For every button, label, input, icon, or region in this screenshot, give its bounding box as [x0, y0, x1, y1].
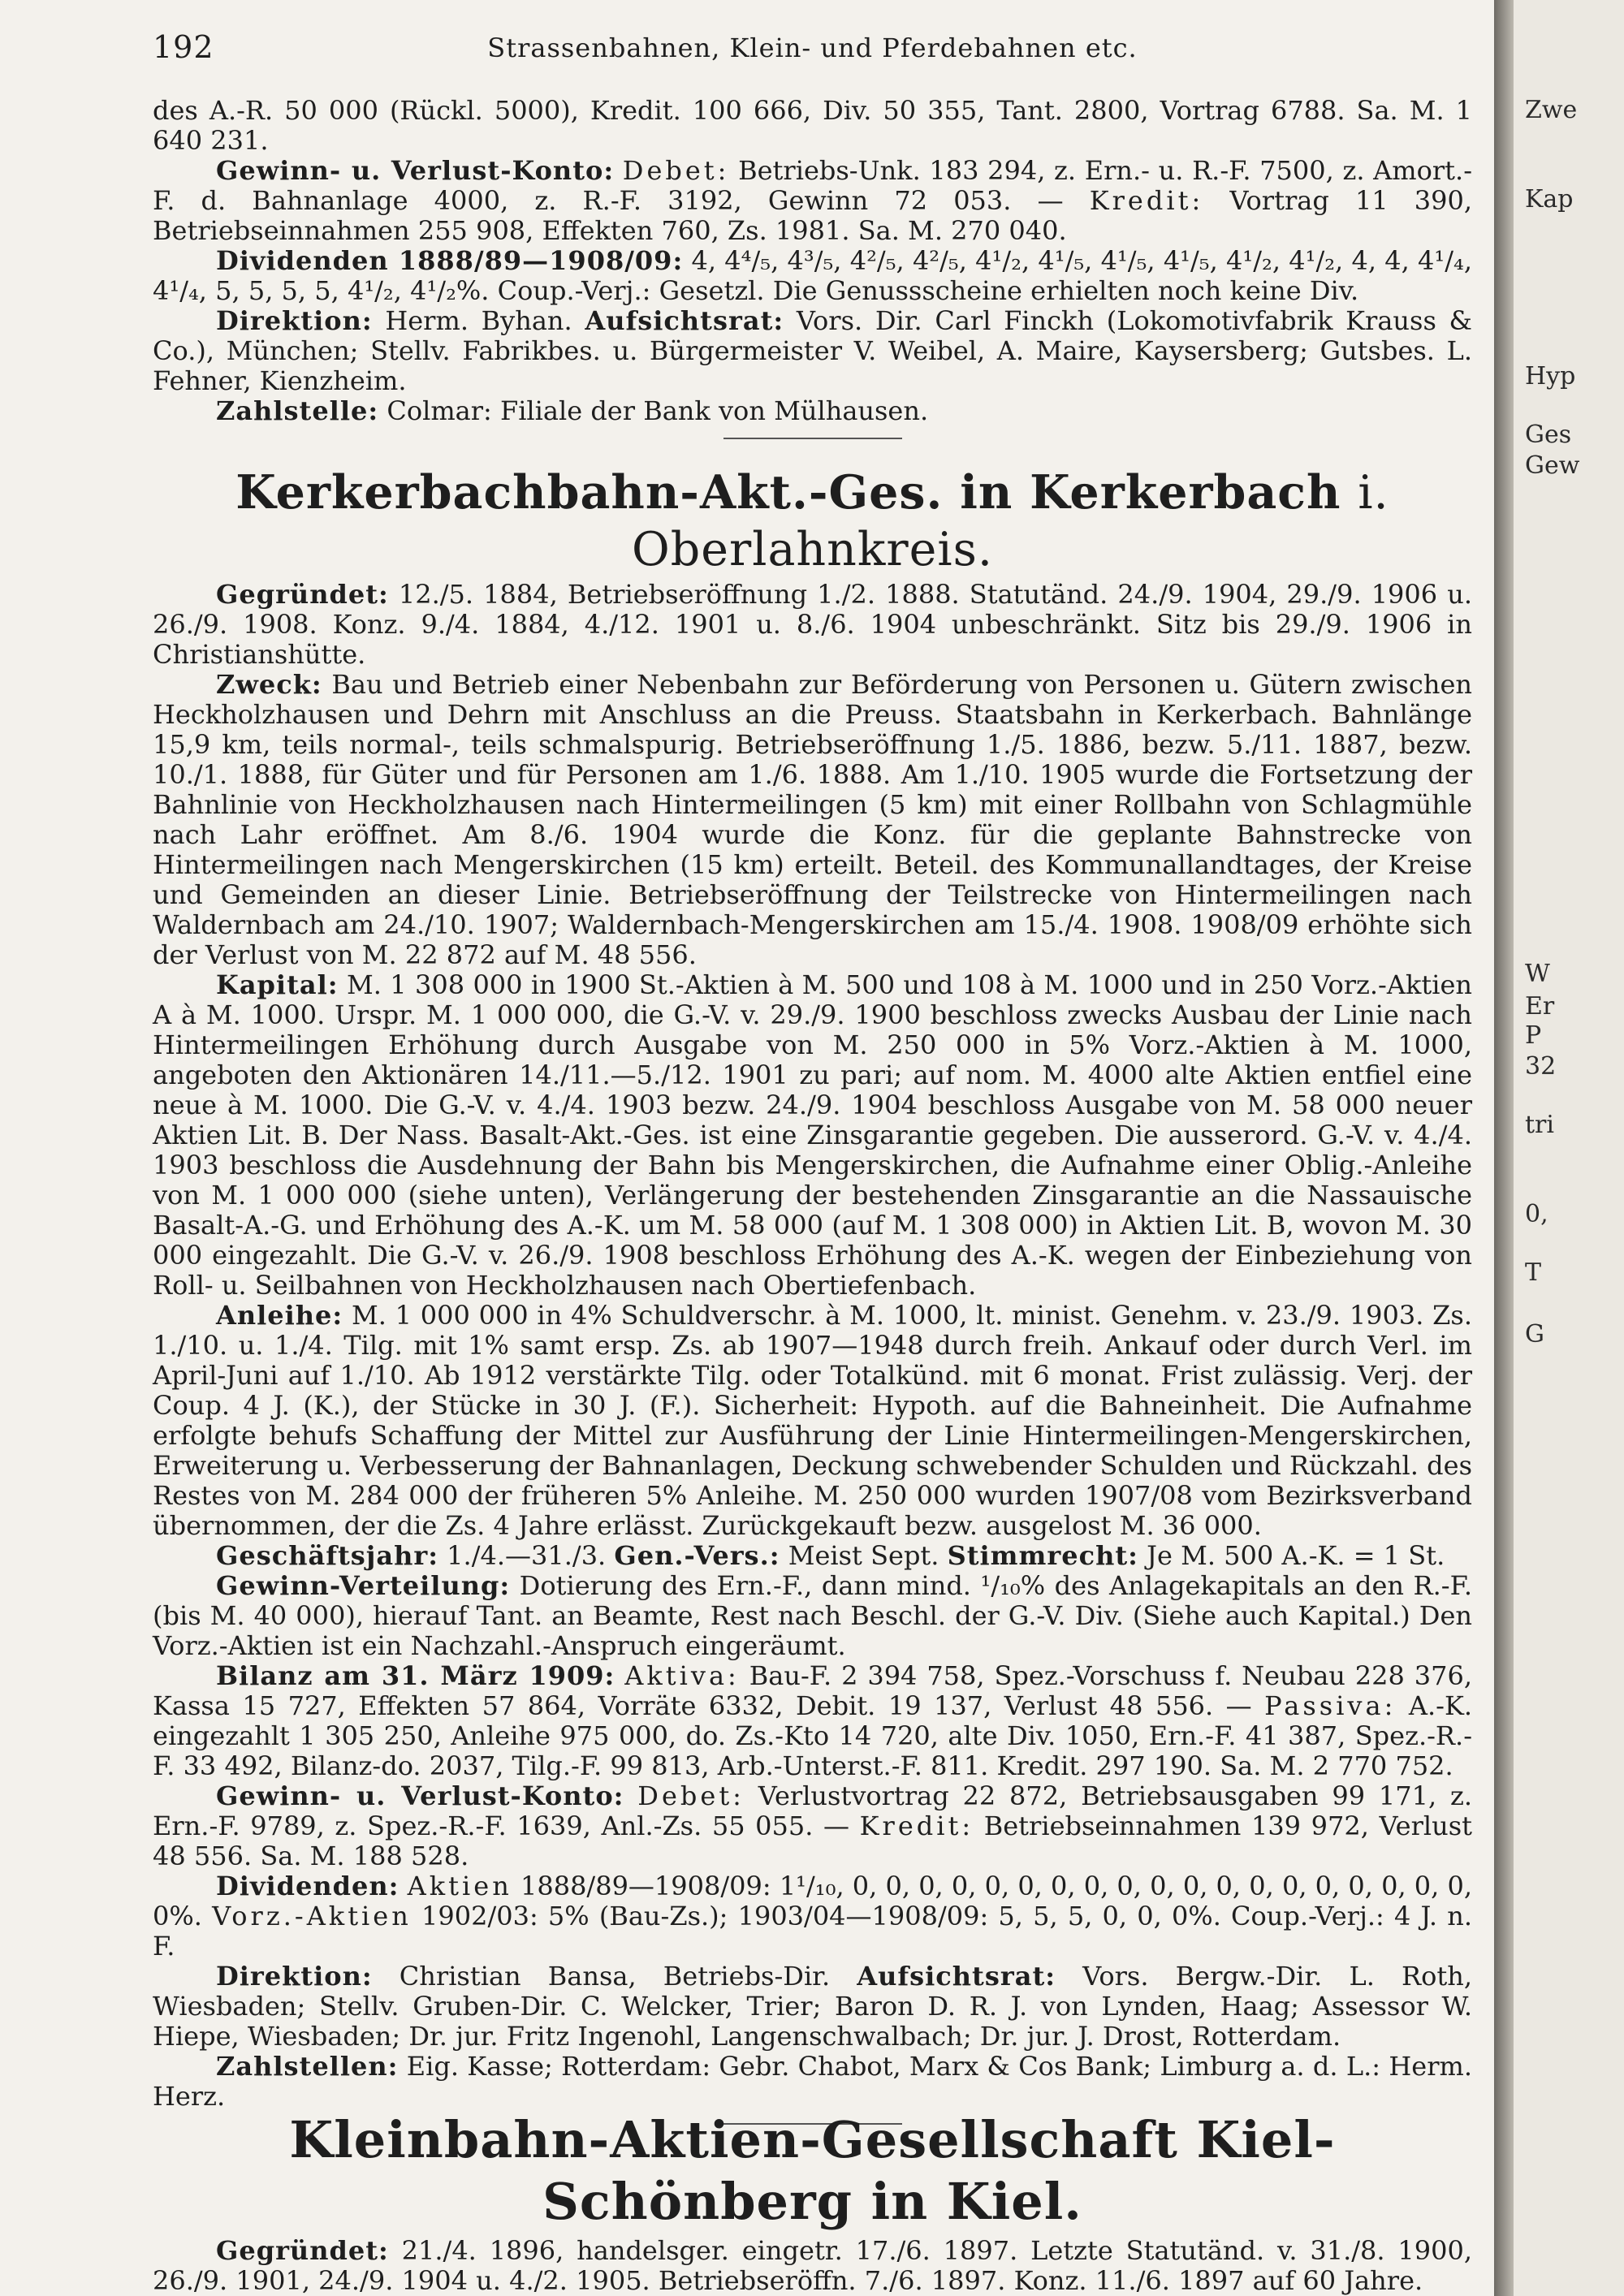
margin-fragment: Gew — [1525, 451, 1580, 480]
prev-entry-paying-agent: Zahlstelle: Colmar: Filiale der Bank von Mülhausen. — [216, 395, 929, 426]
entry-profit-distribution: Gewinn-Verteilung: Dotierung des Ern.-F., dann mind. ¹/₁₀% des Anlagekapitals an den R.-F. (bis M. 40 000), hierauf Tant. an Beamte, Rest nach Beschl. der G.-V. Div. (Siehe auch Kapital.) Den Vorz.-Aktien ist ein Nachzahl.-Anspruch eingeräumt. — [153, 1570, 1472, 1661]
entry-title: Kerkerbachbahn-Akt.-Ges. in Kerkerbach i. Oberlahnkreis. — [235, 465, 1389, 576]
section-divider — [723, 438, 902, 439]
label: Anleihe: — [216, 1300, 343, 1331]
margin-fragment: W — [1525, 960, 1550, 988]
prev-entry-dividends: Dividenden 1888/89—1908/09: 4, 4⁴/₅, 4³/₅, 4²/₅, 4²/₅, 4¹/₂, 4¹/₅, 4¹/₅, 4¹/₅, 4¹/₂, 4¹/₂, 4, 4, 4¹/₄, 4¹/₄, 5, 5, 5, 5, 4¹/₂, 4¹/₂%. Coup.-Verj.: Gesetzl. Die Genussscheine erhielten noch keine Div. — [153, 245, 1472, 306]
entry-dividends: Dividenden: Aktien 1888/89—1908/09: 1¹/₁₀, 0, 0, 0, 0, 0, 0, 0, 0, 0, 0, 0, 0, 0, 0, 0, 0, 0, 0, 0, 0%. Vorz.-Aktien 1902/03: 5% (Bau-Zs.); 1903/04—1908/09: 5, 5, 5, 0, 0, 0%. Coup.-Verj.: 4 J. n. F. — [153, 1871, 1473, 1962]
label: Gewinn- u. Verlust-Konto: — [216, 155, 615, 186]
adjacent-page-edge — [1494, 0, 1624, 2296]
label: Zahlstellen: — [216, 2051, 399, 2082]
entry-paying-agents: Zahlstellen: Eig. Kasse; Rotterdam: Gebr. Chabot, Marx & Cos Bank; Limburg a. d. L.: Herm. Herz. — [153, 2051, 1473, 2112]
label: Direktion: — [216, 305, 373, 336]
prev-entry-profit-loss: Gewinn- u. Verlust-Konto: Debet: Betriebs-Unk. 183 294, z. Ern.- u. R.-F. 7500, z. Amort.-F. d. Bahnanlage 4000, z. R.-F. 3192, Gewinn 72 053. — Kredit: Vortrag 11 390, Betriebseinnahmen 255 908, Effekten 760, Zs. 1981. Sa. M. 270 040. — [153, 155, 1473, 246]
entry-founded: Gegründet: 12./5. 1884, Betriebseröffnung 1./2. 1888. Statutänd. 24./9. 1904, 29./9. 1906 u. 26./9. 1908. Konz. 9./4. 1884, 4./12. 1901 u. 8./6. 1904 unbeschränkt. Sitz bis 29./9. 1906 in Christianshütte. — [153, 579, 1473, 670]
margin-fragment: Hyp — [1525, 362, 1576, 391]
entry-capital: Kapital: M. 1 308 000 in 1900 St.-Aktien à M. 500 und 108 à M. 1000 und in 250 Vorz.-Aktien A à M. 1000. Urspr. M. 1 000 000, die G.-V. v. 29./9. 1900 beschloss zwecks Ausbau der Linie nach Hintermeilingen Erhöhung durch Ausgabe von M. 250 000 in 5% Vorz.-Aktien à M. 1000, angeboten den Aktionären 14./11.—5./12. 1901 zu pari; auf nom. M. 4000 alte Aktien entfiel eine neue à M. 1000. Die G.-V. v. 4./4. 1903 bezw. 24./9. 1904 beschloss Ausgabe von M. 58 000 neuer Aktien Lit. B. Der Nass. Basalt-Akt.-Ges. ist eine Zinsgarantie gegeben. Die ausserord. G.-V. v. 4./4. 1903 beschloss die Ausdehnung der Bahn bis Mengerskirchen, die Aufnahme einer Oblig.-Anleihe von M. 1 000 000 (siehe unten), Verlängerung der bestehenden Zinsgarantie an die Nassauische Basalt-A.-G. und Erhöhung des A.-K. um M. 58 000 (auf M. 1 308 000) in Aktien Lit. B, wovon M. 30 000 eingezahlt. Die G.-V. v. 26./9. 1908 beschloss Erhöhung des A.-K. wegen der Einbeziehung von Roll- u. Seilbahnen von Heckholzhausen nach Obertiefenbach. — [153, 969, 1472, 1301]
margin-fragment: Ges — [1525, 421, 1572, 449]
label: Gewinn-Verteilung: — [216, 1570, 511, 1601]
label: Dividenden: — [216, 1871, 400, 1901]
previous-entry-continuation — [153, 96, 1472, 451]
entry-purpose: Zweck: Bau und Betrieb einer Nebenbahn zur Beförderung von Personen u. Gütern zwischen Heckholzhausen und Dehrn mit Anschluss an die Preuss. Staatsbahn in Kerkerbach. Bahnlänge 15,9 km, teils normal-, teils schmalspurig. Betriebseröffnung 1./5. 1886, bezw. 5./11. 1887, bezw. 10./1. 1888, für Güter und für Personen am 1./6. 1888. Am 1./10. 1905 wurde die Fortsetzung der Bahnlinie von Heckholzhausen nach Hintermeilingen (5 km) mit einer Rollbahn von Schlagmühle nach Lahr eröffnet. Am 8./6. 1904 wurde die Konz. für die geplante Bahnstrecke von Hintermeilingen nach Mengerskirchen (15 km) erteilt. Beteil. des Kommunallandtages, der Kreise und Gemeinden an dieser Linie. Betriebseröffnung der Teilstrecke von Hintermeilingen nach Waldernbach am 24./10. 1907; Waldernbach-Mengerskirchen am 15./4. 1908. 1908/09 erhöhte sich der Verlust von M. 22 872 auf M. 48 556. — [153, 669, 1473, 970]
page-number: 192 — [153, 29, 214, 65]
prev-entry-board: Direktion: Herm. Byhan. Aufsichtsrat: Vors. Dir. Carl Finckh (Lokomotivfabrik Krauss & Co.), München; Stellv. Fabrikbes. u. Bürgermeister V. Weibel, A. Maire, Kaysersberg; Gutsbes. L. Fehner, Kienzheim. — [153, 305, 1473, 396]
entry-kerkerbachbahn — [153, 453, 1472, 2136]
entry-kiel-schoenberg — [153, 2095, 1472, 2296]
label: Zweck: — [216, 669, 322, 700]
entry-balance-sheet: Bilanz am 31. März 1909: Aktiva: Bau-F. 2 394 758, Spez.-Vorschuss f. Neubau 228 376, Kassa 15 727, Effekten 57 864, Vorräte 6332, Debit. 19 137, Verlust 48 556. — Passiva: A.-K. eingezahlt 1 305 250, Anleihe 975 000, do. Zs.-Kto 14 720, alte Div. 1050, Ern.-F. 41 387, Spez.-R.-F. 33 492, Bilanz-do. 2037, Tilg.-F. 99 813, Arb.-Unterst.-F. 811. Kredit. 297 190. Sa. M. 2 770 752. — [153, 1660, 1473, 1781]
page-gutter — [1494, 0, 1514, 2296]
label: Dividenden 1888/89—1908/09: — [216, 245, 684, 276]
margin-fragment: G — [1525, 1320, 1544, 1349]
label: Geschäftsjahr: — [216, 1540, 438, 1571]
entry-founded: Gegründet: 21./4. 1896, handelsger. eingetr. 17./6. 1897. Letzte Statutänd. v. 31./8. 1900, 26./9. 1901, 24./9. 1904 u. 4./2. 1905. Betriebseröffn. 7./6. 1897. Konz. 11./6. 1897 auf 60 Jahre. — [153, 2235, 1473, 2296]
entry-board: Direktion: Christian Bansa, Betriebs-Dir. Aufsichtsrat: Vors. Bergw.-Dir. L. Roth, Wiesbaden; Stellv. Gruben-Dir. C. Welcker, Trier; Baron D. R. J. von Lynden, Haag; Assessor W. Hiepe, Wiesbaden; Dr. jur. Fritz Ingenohl, Langenschwalbach; Dr. jur. J. Drost, Rotterdam. — [153, 1961, 1472, 2052]
label: Direktion: — [216, 1961, 373, 1992]
label: Gewinn- u. Verlust-Konto: — [216, 1780, 624, 1811]
entry-fiscal-year: Geschäftsjahr: 1./4.—31./3. Gen.-Vers.: Meist Sept. Stimmrecht: Je M. 500 A.-K. = 1 St. — [216, 1540, 1445, 1571]
margin-fragment: 32 — [1525, 1052, 1557, 1081]
entry-loan: Anleihe: M. 1 000 000 in 4% Schuldverschr. à M. 1000, lt. minist. Genehm. v. 23./9. 1903. Zs. 1./10. u. 1./4. Tilg. mit 1% samt ersp. Zs. ab 1907—1948 durch freih. Ankauf oder durch Verl. im April-Juni auf 1./10. Ab 1912 verstärkte Tilg. oder Totalkünd. mit 6 monat. Frist zulässig. Verj. der Coup. 4 J. (K.), der Stücke in 30 J. (F.). Sicherheit: Hypoth. auf die Bahneinheit. Die Aufnahme erfolgte behufs Schaffung der Mittel zur Ausführung der Linie Hintermeilingen-Mengerskirchen, Erweiterung u. Verbesserung der Bahnanlagen, Deckung schwebender Schulden und Rückzahl. des Restes von M. 284 000 der früheren 5% Anleihe. M. 250 000 wurden 1907/08 vom Bezirksverband übernommen, der die Zs. 4 Jahre erlässt. Zurückgekauft bezw. ausgelost M. 36 000. — [153, 1300, 1473, 1541]
label: Zahlstelle: — [216, 395, 379, 426]
margin-fragment: Kap — [1525, 185, 1574, 214]
entry-profit-loss: Gewinn- u. Verlust-Konto: Debet: Verlustvortrag 22 872, Betriebsausgaben 99 171, z. Ern.-F. 9789, z. Spez.-R.-F. 1639, Anl.-Zs. 55 055. — Kredit: Betriebseinnahmen 139 972, Verlust 48 556. Sa. M. 188 528. — [153, 1780, 1473, 1871]
label: Kapital: — [216, 969, 339, 1000]
page-header — [153, 29, 1472, 70]
prev-entry-balance-tail: des A.-R. 50 000 (Rückl. 5000), Kredit. 100 666, Div. 50 355, Tant. 2800, Vortrag 6788. Sa. M. 1 640 231. — [153, 95, 1472, 156]
margin-fragment: Er — [1525, 992, 1555, 1021]
margin-fragment: tri — [1525, 1111, 1554, 1139]
margin-fragment: P — [1525, 1021, 1542, 1050]
label: Gegründet: — [216, 2235, 389, 2266]
margin-fragment: 0, — [1525, 1200, 1548, 1228]
running-title: Strassenbahnen, Klein- und Pferdebahnen etc. — [487, 32, 1138, 63]
margin-fragment: Zwe — [1525, 96, 1578, 124]
label: Bilanz am 31. März 1909: — [216, 1660, 615, 1691]
margin-fragment: T — [1525, 1258, 1542, 1287]
entry-title: Kleinbahn-Aktien-Gesellschaft Kiel-Schönberg in Kiel. — [289, 2110, 1336, 2231]
label: Gegründet: — [216, 579, 389, 610]
